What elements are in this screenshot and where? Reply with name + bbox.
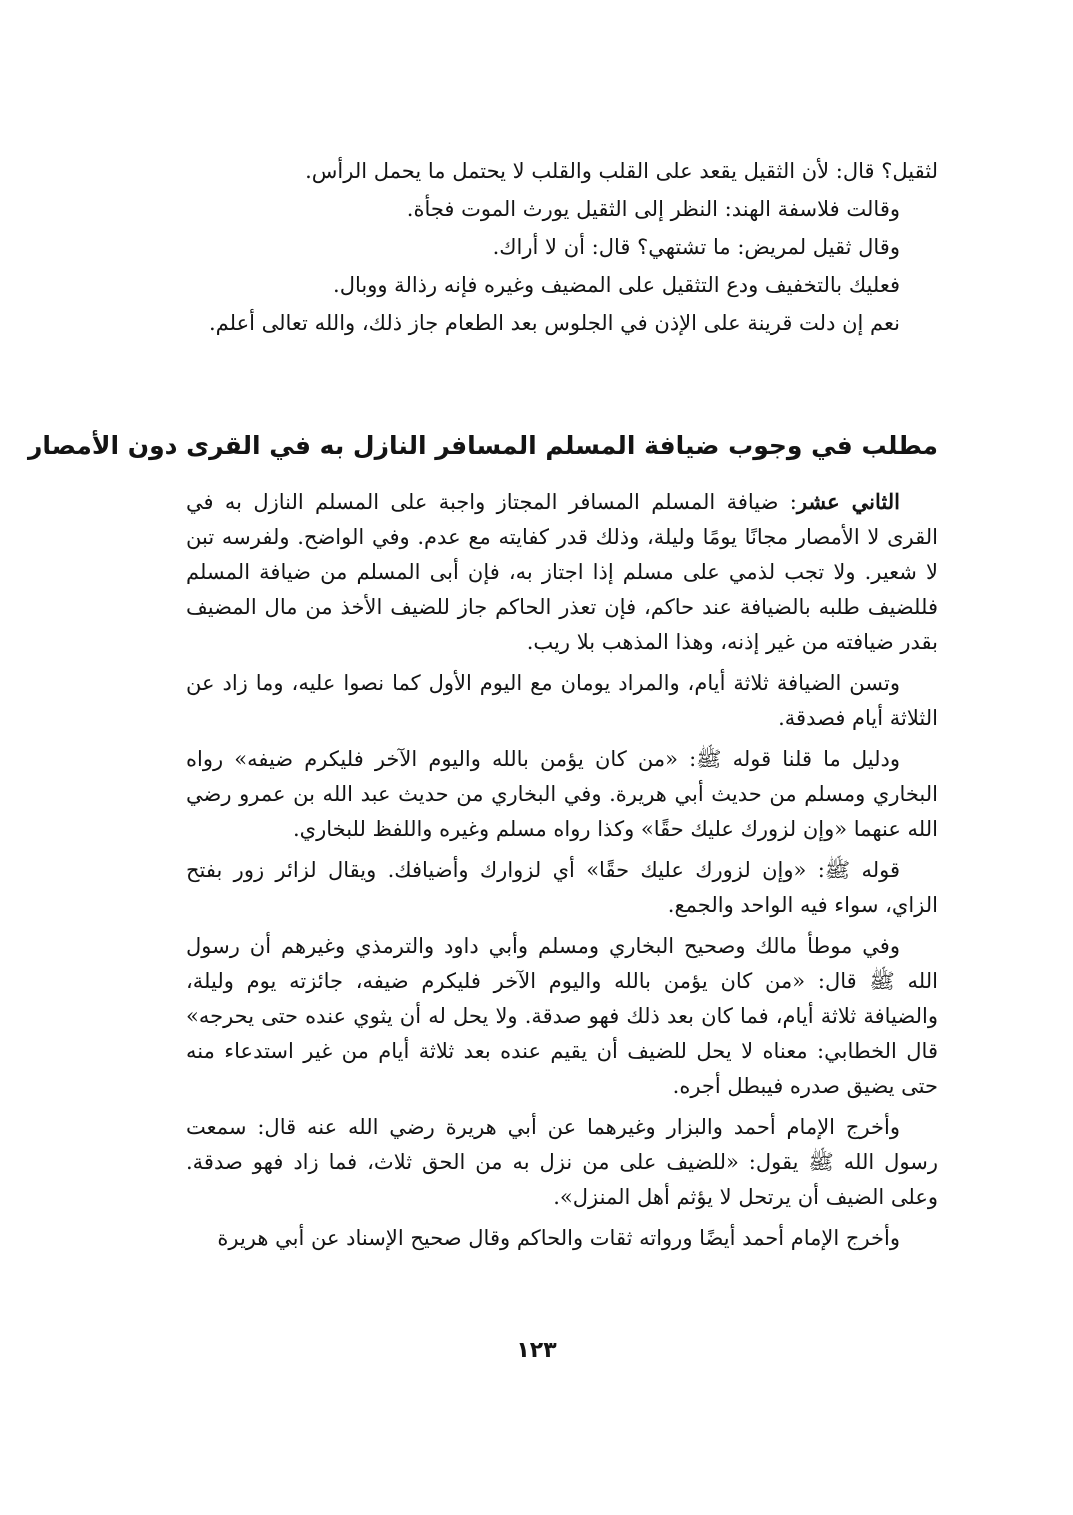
text-line: نعم إن دلت قرينة على الإذن في الجلوس بعد الطعام جاز ذلك، والله تعالى أعلم.: [208, 311, 900, 335]
text-line: وقالت فلاسفة الهند: النظر إلى الثقيل يورث الموت فجأة.: [406, 197, 900, 221]
text-line: فعليك بالتخفيف ودع التثقيل على المضيف وغيره فإنه رذالة ووبال.: [333, 273, 900, 297]
paragraph: [186, 484, 938, 660]
paragraph: ودليل ما قلنا قوله ﷺ: «من كان يؤمن بالله واليوم الآخر فليكرم ضيفه» رواه البخاري ومسلم من حديث أبي هريرة. وفي البخاري من حديث عبد الله بن عمرو رضي الله عنهما «وإن لزورك عليك حقًا» وكذا رواه مسلم وغيره واللفظ للبخاري.: [186, 747, 938, 841]
paragraph: وتسن الضيافة ثلاثة أيام، والمراد يومان مع اليوم الأول كما نصوا عليه، وما زاد عن الثلاثة أيام فصدقة.: [186, 671, 938, 730]
body-text: [186, 484, 938, 1262]
text-line: لثقيل؟ قال: لأن الثقيل يقعد على القلب والقلب لا يحتمل ما يحمل الرأس.: [305, 159, 938, 183]
paragraph: قوله ﷺ: «وإن لزورك عليك حقًا» أي لزوارك وأضيافك. ويقال لزائر زور بفتح الزاي، سواء فيه الواحد والجمع.: [186, 858, 938, 917]
page-number: ١٢٣: [516, 1338, 557, 1363]
continued-text: [186, 152, 938, 342]
paragraph-lead-word: الثاني عشر: [796, 489, 900, 514]
text-line: وقال ثقيل لمريض: ما تشتهي؟ قال: أن لا أراك.: [492, 235, 900, 259]
section-title: مطلب في وجوب ضيافة المسلم المسافر النازل به في القرى دون الأمصار: [27, 431, 938, 460]
paragraph: وأخرج الإمام أحمد والبزار وغيرهما عن أبي هريرة رضي الله عنه قال: سمعت رسول الله ﷺ يقول: «للضيف على من نزل به من الحق ثلاث، فما زاد فهو صدقة. وعلى الضيف أن يرتحل لا يؤثم أهل المنزل».: [186, 1115, 938, 1209]
paragraph: وأخرج الإمام أحمد أيضًا ورواته ثقات والحاكم وقال صحيح الإسناد عن أبي هريرة: [217, 1226, 900, 1250]
paragraph: وفي موطأ مالك وصحيح البخاري ومسلم وأبي داود والترمذي وغيرهم أن رسول الله ﷺ قال: «من كان يؤمن بالله واليوم الآخر فليكرم ضيفه، جائزته يوم وليلة، والضيافة ثلاثة أيام، فما كان بعد ذلك فهو صدقة. ولا يحل له أن يثوي عنده حتى يحرجه» قال الخطابي: معناه لا يحل للضيف أن يقيم عنده بعد ثلاثة أيام من غير استدعاء منه حتى يضيق صدره فيبطل أجره.: [186, 934, 938, 1098]
paragraph-text: : ضيافة المسلم المسافر المجتاز واجبة على المسلم النازل به في القرى لا الأمصار مجانًا يومًا وليلة، وذلك قدر كفايته مع عدم. وفي الواضح. ولفرسه تبن لا شعير. ولا تجب لذمي على مسلم إذا اجتاز به، فإن أبى المسلم من ضيافة المسلم فللضيف طلبه بالضيافة عند حاكم، فإن تعذر الحاكم جاز للضيف الأخذ من مال المضيف بقدر ضيافته من غير إذنه، وهذا المذهب بلا ريب.: [186, 490, 938, 654]
